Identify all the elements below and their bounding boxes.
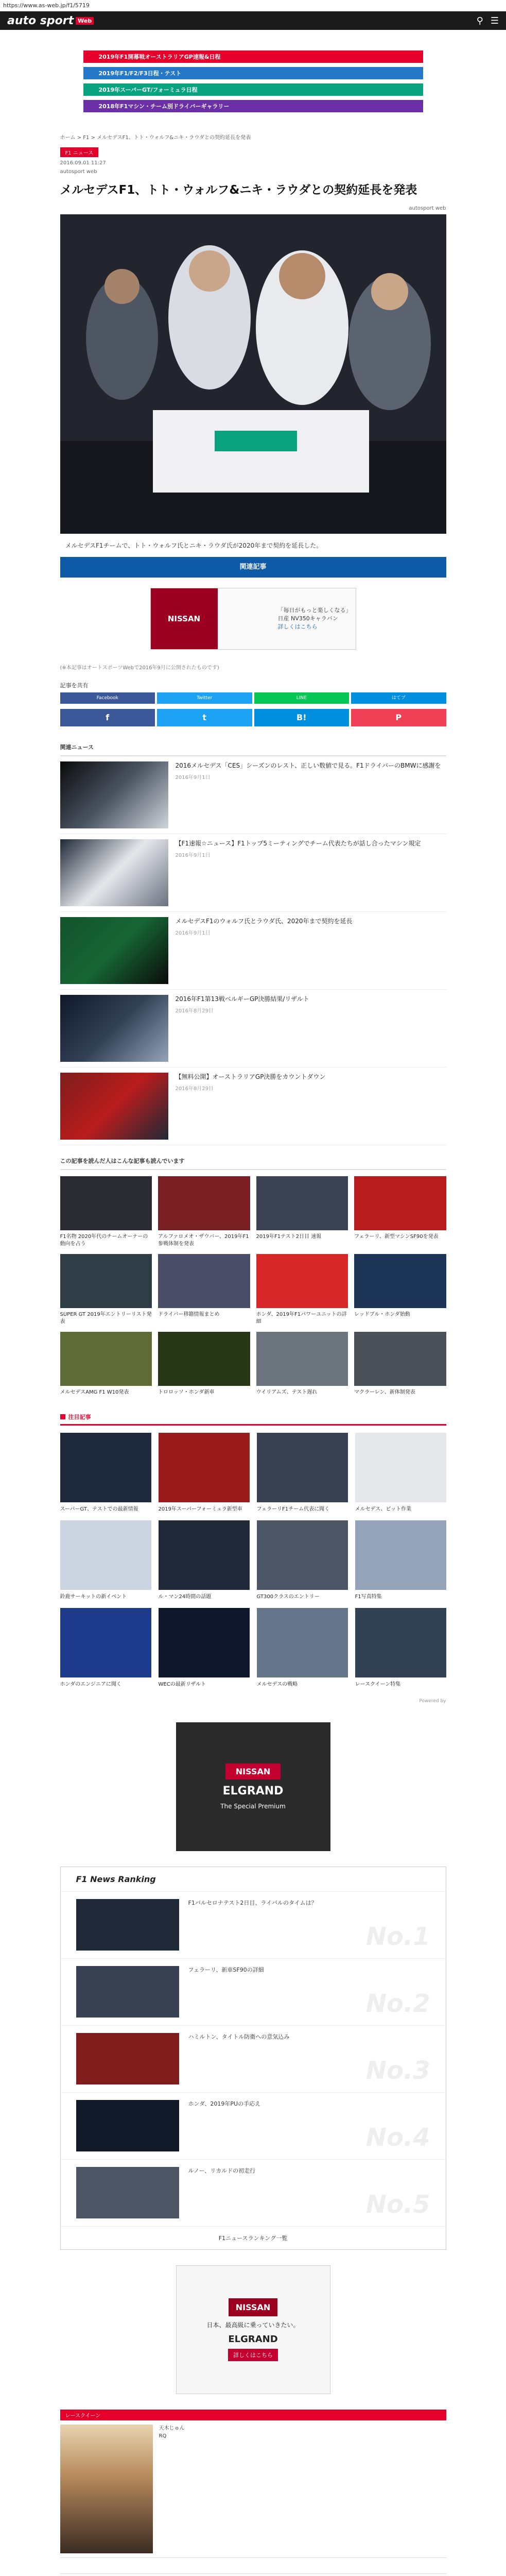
ranking-number: No.2 [365,1989,430,2018]
thumbnail [60,1433,151,1502]
ad-banner-top[interactable] [150,588,356,650]
special-item[interactable] [257,1520,348,1601]
ranking-text: F1バルセロナテスト2日目、ライバルのタイムは？ [188,1900,317,1906]
article-source-note: (※本記事はオートスポーツWebで2016年9月に公開されたものです) [60,665,219,671]
recommended-item[interactable] [60,1176,152,1248]
share-large-row [60,707,446,732]
recommended-text: アルファロメオ・ザウバー、2019年F1参戦体制を発表 [158,1234,249,1247]
ranking-text: ハミルトン、タイトル防衛への意気込み [188,2033,290,2040]
thumbnail [355,1608,446,1677]
powered-by: Powered by [419,1699,446,1704]
ad-headline: 「毎日がもっと楽しくなる」 [277,607,352,614]
list-item[interactable] [60,912,446,990]
promo-link[interactable]: 2019年スーパーGT/フォーミュラ日程 [83,83,423,96]
site-logo[interactable] [7,14,94,27]
ranking-number: No.5 [365,2190,430,2219]
thumbnail [256,1254,348,1308]
ranking-item[interactable] [61,2025,446,2092]
ranking-text: フェラーリ、新車SF90の詳細 [188,1967,264,1973]
related-date: 2016年9月1日 [175,930,211,936]
share-small-row [60,692,446,707]
recommended-text: フェラーリ、新型マシンSF90を発表 [354,1234,439,1240]
photo-scene [60,214,446,534]
thumbnail [354,1176,446,1230]
special-text: 鈴鹿サーキットの新イベント [60,1594,127,1600]
related-title: 2016年F1第13戦ベルギーGP決勝結果/リザルト [175,995,309,1003]
share-hatena-button[interactable]: B! [254,709,350,726]
race-queen-name: 天木じゅん [159,2426,185,2431]
thumbnail [60,1332,152,1386]
related-date: 2016年8月29日 [175,1086,214,1092]
thumbnail [159,1608,250,1677]
thumbnail [159,1520,250,1590]
thumbnail [60,1254,152,1308]
share-facebook-small[interactable]: Facebook [60,692,155,704]
recommended-text: レッドブル・ホンダ始動 [354,1312,410,1317]
recommended-text: SUPER GT 2019年エントリーリスト発表 [60,1312,152,1325]
recommended-text: ドライバー移籍情報まとめ [158,1312,220,1317]
ranking-number: No.3 [365,2056,430,2085]
url-bar[interactable] [0,0,506,11]
special-item[interactable] [257,1608,348,1688]
square-icon [60,1414,65,1419]
photo-ranking-label [60,2573,446,2576]
specials-title: 注目記事 [68,1414,91,1420]
article-byline: autosport web [60,169,97,175]
recommended-item[interactable] [256,1176,348,1248]
race-queen-photo [60,2425,153,2553]
thumbnail [256,1176,348,1230]
ranking-title: F1 News Ranking [76,1874,156,1884]
thumbnail [76,2033,179,2084]
thumbnail [355,1520,446,1590]
special-item[interactable] [355,1608,446,1688]
ranking-number: No.4 [365,2123,430,2152]
special-text: F1写真特集 [355,1594,382,1600]
recommended-item[interactable] [60,1254,152,1326]
promo-link[interactable]: 2019年F1開幕戦オーストラリアGP速報&日程 [83,50,423,63]
ranking-item[interactable] [61,2159,446,2226]
special-text: ホンダのエンジニアに聞く [60,1682,121,1687]
thumbnail [257,1520,348,1590]
related-title: 【無料公開】オーストラリアGP決勝をカウントダウン [175,1073,326,1080]
ranking-item[interactable] [61,2092,446,2159]
recommended-text: メルセデスAMG F1 W10発表 [60,1389,129,1395]
recommended-text: マクラーレン、新体制発表 [354,1389,415,1395]
special-item[interactable] [60,1608,151,1688]
thumbnail [60,1176,152,1230]
race-queen-bar: レースクイーン [60,2410,446,2420]
share-label: 記事を共有 [60,682,89,689]
list-item[interactable] [60,1067,446,1145]
special-text: メルセデスの戦略 [256,1682,298,1687]
thumbnail [355,1433,446,1502]
thumbnail [60,917,168,984]
recommended-item[interactable] [158,1176,250,1248]
recommended-item[interactable] [354,1176,446,1248]
promo-link[interactable]: 2019年F1/F2/F3日程・テスト [83,67,423,79]
special-item[interactable] [60,1433,151,1513]
thumbnail [158,1176,250,1230]
race-queen-card[interactable] [60,2420,446,2558]
thumbnail [354,1254,446,1308]
special-item[interactable] [159,1520,250,1601]
related-news-title: 関連ニュース [60,732,446,756]
recommended-item[interactable] [256,1254,348,1326]
recommended-item[interactable] [354,1332,446,1396]
share-twitter-button[interactable]: t [157,709,252,726]
logo-badge: Web [76,17,94,25]
special-text: メルセデス、ピット作業 [355,1506,411,1512]
promo-link[interactable]: 2018年F1マシン・チーム別ドライバーギャラリー [83,100,423,112]
recommended-text: F1名物 2020年代のチームオーナーの動向を占う [60,1234,148,1247]
specials-grid [60,1426,446,1696]
special-item[interactable] [159,1433,250,1513]
specials-header [60,1402,446,1426]
search-icon[interactable]: ⚲ [476,15,483,26]
thumbnail [60,995,168,1062]
ad-brand: NISSAN [225,1764,281,1780]
article-date: 2016.09.01 11:27 [60,160,106,166]
ranking-item[interactable] [61,1958,446,2025]
recommended-text: 2019年F1テスト2日目 速報 [256,1234,322,1240]
ad-model: ELGRAND [228,2334,278,2345]
share-hatena-small[interactable]: はてブ [351,692,446,704]
ad-brand: NISSAN [229,2298,277,2316]
ad-model: ELGRAND [222,1785,284,1798]
thumbnail [257,1608,348,1677]
recommended-item[interactable] [256,1332,348,1396]
special-text: スーパーGT、テストでの最新情報 [60,1506,138,1512]
ranking-text: ホンダ、2019年PUの手応え [188,2100,261,2107]
photo-caption: メルセデスF1チームで、トト・ウォルフ氏とニキ・ラウダ氏が2020年まで契約を延長した。 [65,542,323,549]
thumbnail [60,839,168,906]
share-line-small[interactable]: LINE [254,692,350,704]
thumbnail [256,1332,348,1386]
recommended-grid [60,1170,446,1402]
thumbnail [76,1966,179,2018]
recommended-text: ホンダ、2019年F1パワーユニットの詳細 [256,1312,347,1325]
related-date: 2016年8月29日 [175,1008,214,1014]
thumbnail [60,1073,168,1140]
article-photo [60,214,446,534]
recommended-text: トロロッソ・ホンダ新車 [158,1389,215,1395]
recommended-item[interactable] [354,1254,446,1326]
special-text: GT300クラスのエントリー [256,1594,320,1600]
thumbnail [60,761,168,828]
related-title: 【F1速報☆ニュース】F1トップ5ミーティングでチーム代表たちが話し合ったマシン規定 [175,840,421,847]
thumbnail [257,1433,348,1502]
share-pocket-button[interactable]: P [351,709,446,726]
site-header [0,11,506,30]
share-twitter-small[interactable]: Twitter [157,692,252,704]
thumbnail [158,1332,250,1386]
thumbnail [60,1520,151,1590]
ranking-text: ルノー、リカルドの初走行 [188,2167,256,2174]
promo-list [83,50,423,112]
list-item[interactable] [60,990,446,1067]
url-text: https://www.as-web.jp/f1/5719 [3,2,90,9]
article [60,143,446,2576]
special-item[interactable] [355,1433,446,1513]
recommended-title: この記事を読んだ人はこんな記事も読んでいます [60,1145,446,1170]
ad-link[interactable]: 詳しくはこちら [277,623,318,630]
related-articles-button[interactable]: 関連記事 [60,557,446,578]
news-ranking [60,1867,446,2250]
thumbnail [354,1332,446,1386]
ranking-more-link[interactable]: F1ニュースランキング一覧 [61,2226,446,2249]
menu-icon[interactable]: ☰ [490,15,499,26]
related-title: 2016メルセデス「CES」シーズンのレスト、正しい数値で見る。F1ドライバーのBMWに感謝を [175,762,441,769]
article-title: メルセデスF1、トト・ウォルフ&ニキ・ラウダとの契約延長を発表 [60,183,417,197]
special-text: ル・マン24時間の話題 [158,1594,212,1600]
ad-tagline: The Special Premium [220,1803,286,1810]
special-item[interactable] [60,1520,151,1601]
special-text: レースクイーン特集 [355,1682,401,1687]
special-text: 2019年スーパーフォーミュラ新型車 [158,1506,242,1512]
related-news-list [60,756,446,1145]
race-queen-team: RQ [159,2433,167,2439]
list-item[interactable] [60,756,446,834]
recommended-item[interactable] [60,1332,152,1396]
special-item[interactable] [159,1608,250,1688]
recommended-item[interactable] [158,1254,250,1326]
related-title: メルセデスF1のウォルフ氏とラウダ氏、2020年まで契約を延長 [175,918,353,925]
thumbnail [76,1899,179,1951]
special-text: フェラーリF1チーム代表に聞く [256,1506,330,1512]
special-item[interactable] [257,1433,348,1513]
thumbnail [76,2100,179,2151]
special-item[interactable] [355,1520,446,1601]
thumbnail [60,1608,151,1677]
special-text: WECの最新リザルト [158,1682,206,1687]
ad-brand: NISSAN [151,588,218,649]
thumbnail [158,1254,250,1308]
breadcrumb[interactable]: ホーム > F1 > メルセデスF1、トト・ウォルフ&ニキ・ラウダとの契約延長を発表 [60,135,251,141]
ad-sub: 日産 NV350キャラバン [277,615,338,622]
photo-credit: autosport web [409,206,446,211]
ad-headline: 日本、最高級に乗っていきたい。 [206,2321,300,2329]
ad-banner-mid[interactable] [176,1722,330,1851]
related-date: 2016年9月1日 [175,853,211,858]
ad-link[interactable]: 詳しくはこちら [228,2349,278,2361]
recommended-item[interactable] [158,1332,250,1396]
ranking-item[interactable] [61,1891,446,1958]
related-date: 2016年9月1日 [175,775,211,781]
list-item[interactable] [60,834,446,912]
thumbnail [159,1433,250,1502]
logo-text: auto sport [7,14,74,27]
ranking-number: No.1 [365,1922,430,1951]
thumbnail [76,2167,179,2218]
category-badge[interactable]: F1 ニュース [60,147,99,157]
ad-banner-low[interactable] [176,2265,330,2394]
recommended-text: ウイリアムズ、テスト遅れ [256,1389,318,1395]
share-facebook-button[interactable]: f [60,709,155,726]
